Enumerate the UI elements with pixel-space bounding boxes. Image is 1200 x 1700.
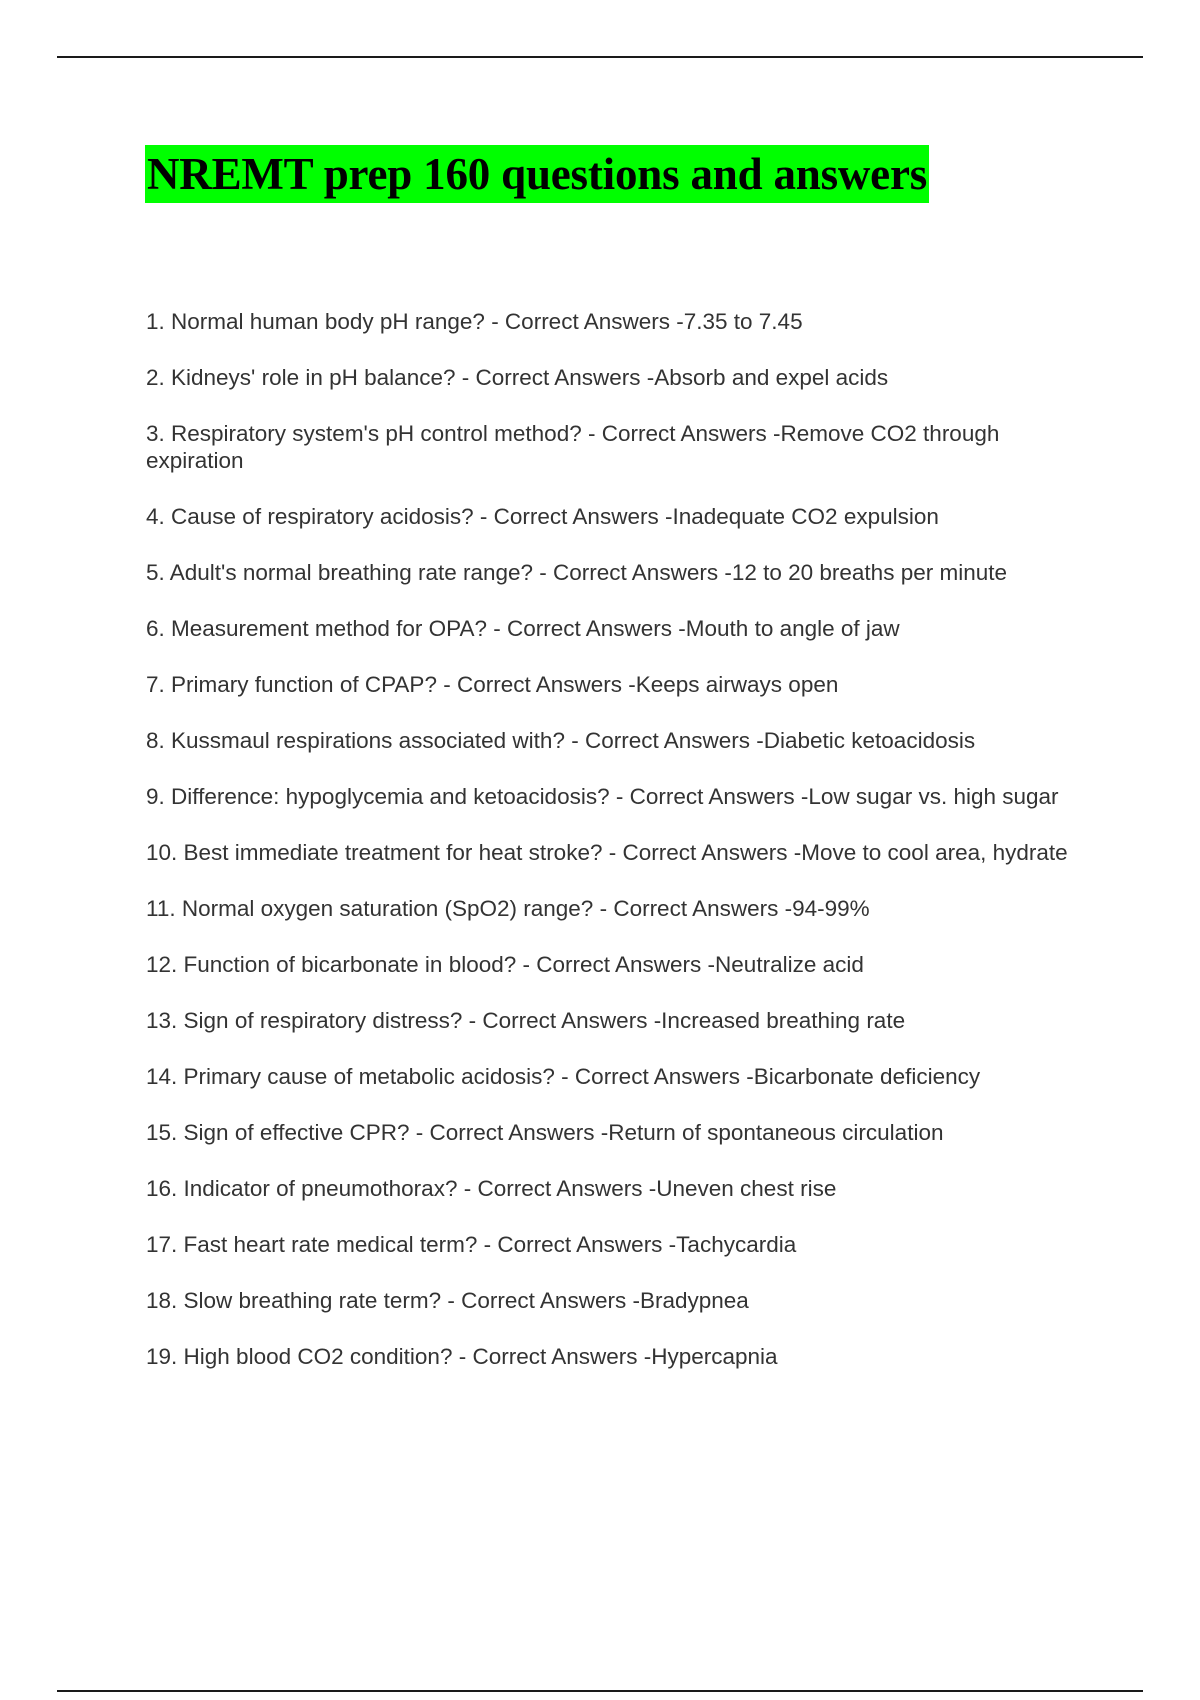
question-item: 9. Difference: hypoglycemia and ketoacidosis? - Correct Answers -Low sugar vs. high sugar (146, 784, 1059, 809)
question-item: 13. Sign of respiratory distress? - Correct Answers -Increased breathing rate (146, 1008, 906, 1033)
question-item: 2. Kidneys' role in pH balance? - Correct Answers -Absorb and expel acids (146, 365, 889, 390)
question-item: 3. Respiratory system's pH control method? - Correct Answers -Remove CO2 through expiration (146, 421, 1000, 473)
question-item: 4. Cause of respiratory acidosis? - Correct Answers -Inadequate CO2 expulsion (146, 504, 939, 529)
question-item: 17. Fast heart rate medical term? - Correct Answers -Tachycardia (146, 1232, 797, 1257)
bottom-divider (57, 1690, 1143, 1692)
question-list (146, 308, 1086, 1399)
question-item: 18. Slow breathing rate term? - Correct Answers -Bradypnea (146, 1288, 749, 1313)
question-item: 7. Primary function of CPAP? - Correct Answers -Keeps airways open (146, 672, 839, 697)
question-item: 11. Normal oxygen saturation (SpO2) range? - Correct Answers -94-99% (146, 896, 870, 921)
top-divider (57, 56, 1143, 58)
page-title: NREMT prep 160 questions and answers (147, 149, 928, 199)
question-item: 5. Adult's normal breathing rate range? - Correct Answers -12 to 20 breaths per minute (146, 560, 1007, 585)
title-highlight (145, 145, 929, 203)
question-item: 12. Function of bicarbonate in blood? - Correct Answers -Neutralize acid (146, 952, 864, 977)
question-item: 6. Measurement method for OPA? - Correct Answers -Mouth to angle of jaw (146, 616, 900, 641)
question-item: 16. Indicator of pneumothorax? - Correct Answers -Uneven chest rise (146, 1176, 837, 1201)
question-item: 19. High blood CO2 condition? - Correct Answers -Hypercapnia (146, 1344, 778, 1369)
question-item: 1. Normal human body pH range? - Correct Answers -7.35 to 7.45 (146, 309, 803, 334)
question-item: 14. Primary cause of metabolic acidosis? - Correct Answers -Bicarbonate deficiency (146, 1064, 981, 1089)
question-item: 8. Kussmaul respirations associated with? - Correct Answers -Diabetic ketoacidosis (146, 728, 976, 753)
question-item: 15. Sign of effective CPR? - Correct Answers -Return of spontaneous circulation (146, 1120, 944, 1145)
question-item: 10. Best immediate treatment for heat stroke? - Correct Answers -Move to cool area, hydrate (146, 840, 1068, 865)
